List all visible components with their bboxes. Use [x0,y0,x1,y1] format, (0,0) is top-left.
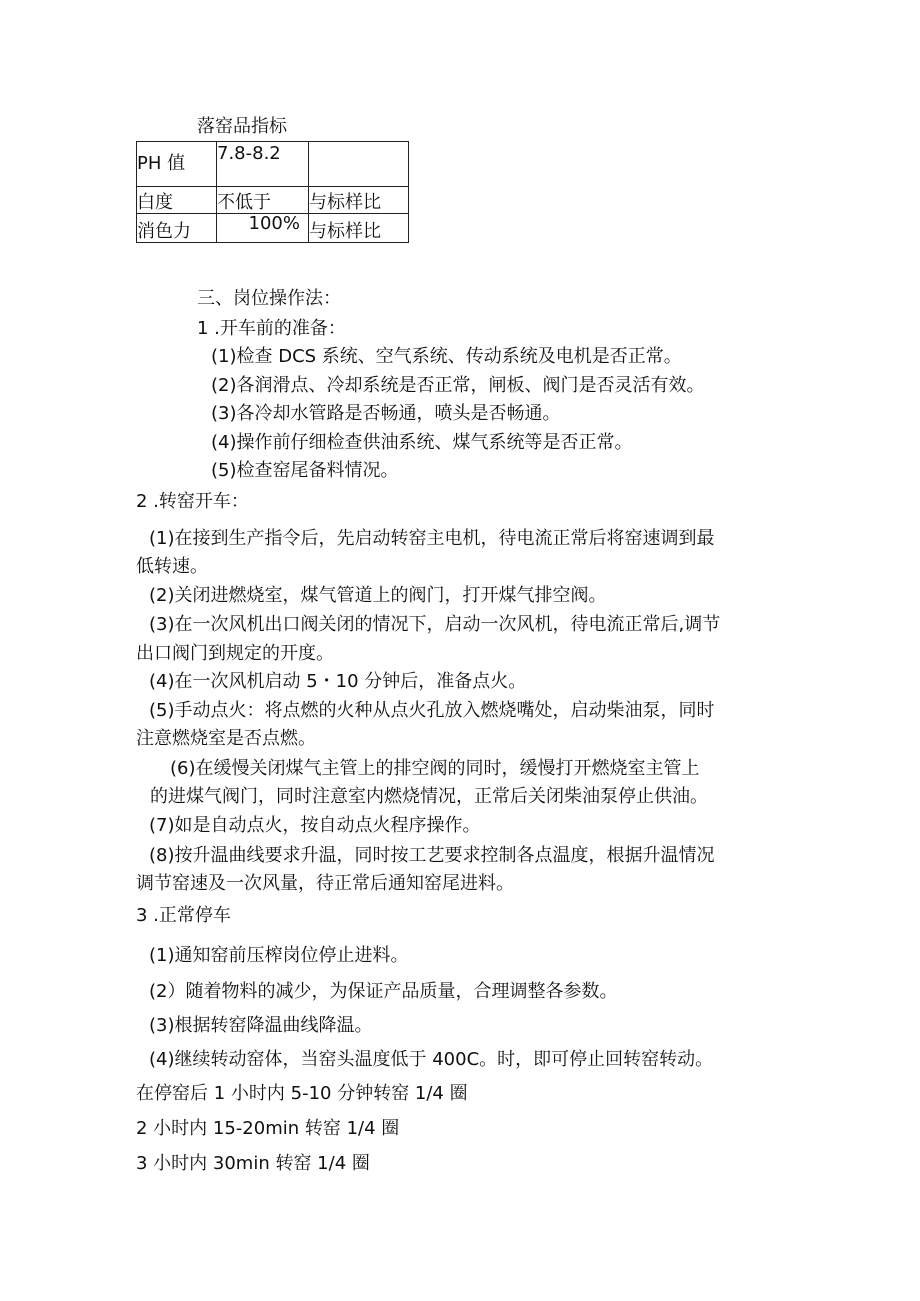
text-line: (1)通知窑前压榨岗位停止进料。 [149,945,409,966]
text-line: 注意燃烧室是否点燃。 [136,728,316,749]
text-line: (4)操作前仔细检查供油系统、煤气系统等是否正常。 [211,432,633,453]
section-heading: 三、岗位操作法： [197,288,341,309]
text-line: (2)关闭进燃烧室，煤气管道上的阀门，打开煤气排空阀。 [149,585,607,606]
table-cell: 7.8-8.2 [217,142,309,187]
table-row [137,187,409,214]
table-cell: 不低于 [217,187,309,214]
text-line: (4)在一次风机启动 5・10 分钟后，准备点火。 [149,671,527,692]
table-caption: 落窑品指标 [197,116,287,137]
spec-table [136,141,409,243]
text-line: 2 小时内 15-20min 转窑 1/4 圈 [136,1118,400,1139]
text-line: 出口阀门到规定的开度。 [136,643,334,664]
table-cell: PH 值 [137,142,217,187]
table-row [137,214,409,243]
text-line: 的进煤气阀门，同时注意室内燃烧情况，正常后关闭柴油泵停止供油。 [150,786,708,807]
text-line: (5)手动点火：将点燃的火种从点火孔放入燃烧嘴处，启动柴油泵，同时 [149,700,715,721]
table-cell: 与标样比 [309,187,409,214]
step-heading: 2 .转窑开车： [136,491,249,512]
text-line: (1)检查 DCS 系统、空气系统、传动系统及电机是否正常。 [211,346,682,367]
text-line: (2)各润滑点、冷却系统是否正常，闸板、阀门是否灵活有效。 [211,375,705,396]
table-cell: 白度 [137,187,217,214]
text-line: (3)在一次风机出口阀关闭的情况下，启动一次风机，待电流正常后,调节 [149,614,721,635]
text-line: (8)按升温曲线要求升温，同时按工艺要求控制各点温度，根据升温情况 [149,845,715,866]
text-line: 低转速。 [136,556,208,577]
text-line: 调节窑速及一次风量，待正常后通知窑尾进料。 [136,873,514,894]
text-line: (7)如是自动点火，按自动点火程序操作。 [149,815,481,836]
text-line: (6)在缓慢关闭煤气主管上的排空阀的同时，缓慢打开燃烧室主管上 [170,758,700,779]
text-line: (2）随着物料的减少，为保证产品质量，合理调整各参数。 [149,981,618,1002]
table-cell: 与标样比 [309,214,409,243]
text-line: (4)继续转动窑体，当窑头温度低于 400C。时，即可停止回转窑转动。 [149,1049,714,1070]
table-cell [309,142,409,187]
text-line: (1)在接到生产指令后，先启动转窑主电机，待电流正常后将窑速调到最 [149,528,715,549]
table-cell: 100% [217,214,309,243]
text-line: 在停窑后 1 小时内 5-10 分钟转窑 1/4 圈 [136,1083,468,1104]
text-line: 3 小时内 30min 转窑 1/4 圈 [136,1153,370,1174]
text-line: (3)各冷却水管路是否畅通，喷头是否畅通。 [211,403,561,424]
step-heading: 3 .正常停车 [136,905,231,926]
text-line: (3)根据转窑降温曲线降温。 [149,1015,373,1036]
step-heading: 1 .开车前的准备： [197,318,346,339]
table-cell: 消色力 [137,214,217,243]
text-line: (5)检查窑尾备料情况。 [211,460,399,481]
table-row [137,142,409,187]
